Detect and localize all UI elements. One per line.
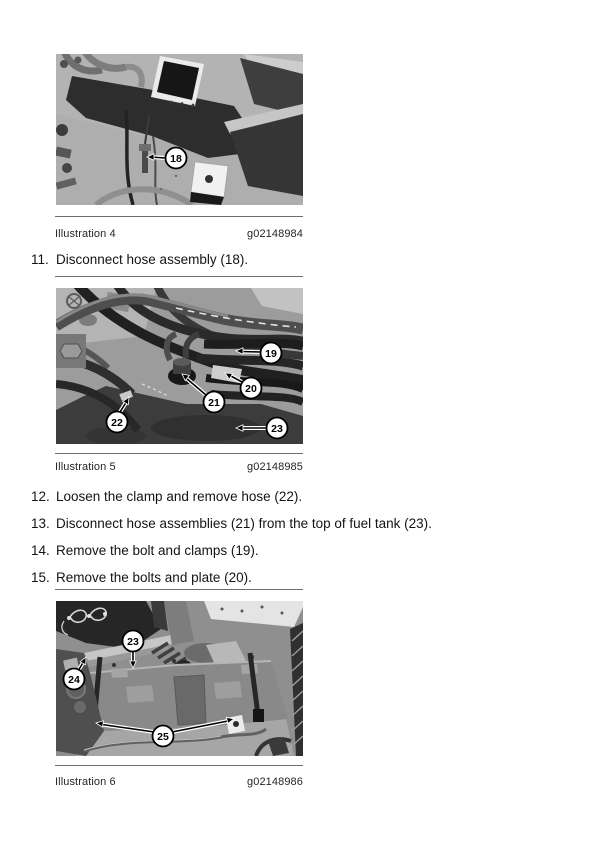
callout-23b-label: 23: [127, 636, 139, 648]
callout-25-label: 25: [157, 731, 169, 743]
illustration-6-caption: [55, 776, 303, 788]
illustration-5-top-rule: [55, 276, 303, 277]
illustration-5-caption-id: g02148985: [247, 461, 303, 473]
step-14-number: 14.: [31, 543, 50, 558]
callout-23b-badge: [123, 631, 144, 652]
callout-23-label: 23: [271, 423, 283, 435]
illustration-5-caption: [55, 461, 303, 473]
illustration-6-scene: [56, 601, 303, 756]
callout-22-badge: [107, 412, 128, 433]
step-15: [31, 570, 576, 586]
step-11-number: 11.: [31, 252, 49, 267]
callout-25-badge: [153, 726, 174, 747]
callout-21-label: 21: [208, 397, 220, 409]
illustration-4-caption-title: Illustration 4: [55, 228, 116, 240]
step-15-number: 15.: [31, 570, 50, 585]
step-11-text: Disconnect hose assembly (18).: [56, 252, 249, 267]
callout-24-badge: [64, 669, 85, 690]
step-12-number: 12.: [31, 489, 50, 504]
callout-21-badge: [204, 392, 225, 413]
illustration-4-photo: [56, 54, 303, 205]
step-13: [31, 516, 576, 532]
illustration-5-rule: [55, 453, 303, 454]
illustration-6-photo: [56, 601, 303, 756]
illustration-6-top-rule: [55, 589, 303, 590]
step-13-number: 13.: [31, 516, 50, 531]
callout-20-badge: [241, 378, 262, 399]
callout-19-label: 19: [265, 348, 277, 360]
step-14-text: Remove the bolt and clamps (19).: [56, 543, 259, 558]
callout-24-label: 24: [68, 674, 80, 686]
illustration-5-scene: [56, 288, 303, 444]
illustration-6-caption-title: Illustration 6: [55, 776, 116, 788]
illustration-6-caption-id: g02148986: [247, 776, 303, 788]
callout-18-badge: [166, 148, 187, 169]
step-14: [31, 543, 576, 559]
illustration-6-rule: [55, 765, 303, 766]
step-13-text: Disconnect hose assemblies (21) from the top of fuel tank (23).: [56, 516, 432, 531]
illustration-4-caption-id: g02148984: [247, 228, 303, 240]
illustration-4-rule: [55, 216, 303, 217]
callout-22-label: 22: [111, 417, 123, 429]
illustration-4-scene: [56, 54, 303, 205]
callout-19-badge: [261, 343, 282, 364]
callout-20-label: 20: [245, 383, 257, 395]
step-11: [31, 252, 576, 268]
step-12-text: Loosen the clamp and remove hose (22).: [56, 489, 303, 504]
illustration-5-photo: [56, 288, 303, 444]
callout-18-label: 18: [170, 153, 182, 165]
illustration-4-caption: [55, 228, 303, 240]
callout-23-badge: [267, 418, 288, 439]
step-15-text: Remove the bolts and plate (20).: [56, 570, 252, 585]
step-12: [31, 489, 576, 505]
illustration-5-caption-title: Illustration 5: [55, 461, 116, 473]
